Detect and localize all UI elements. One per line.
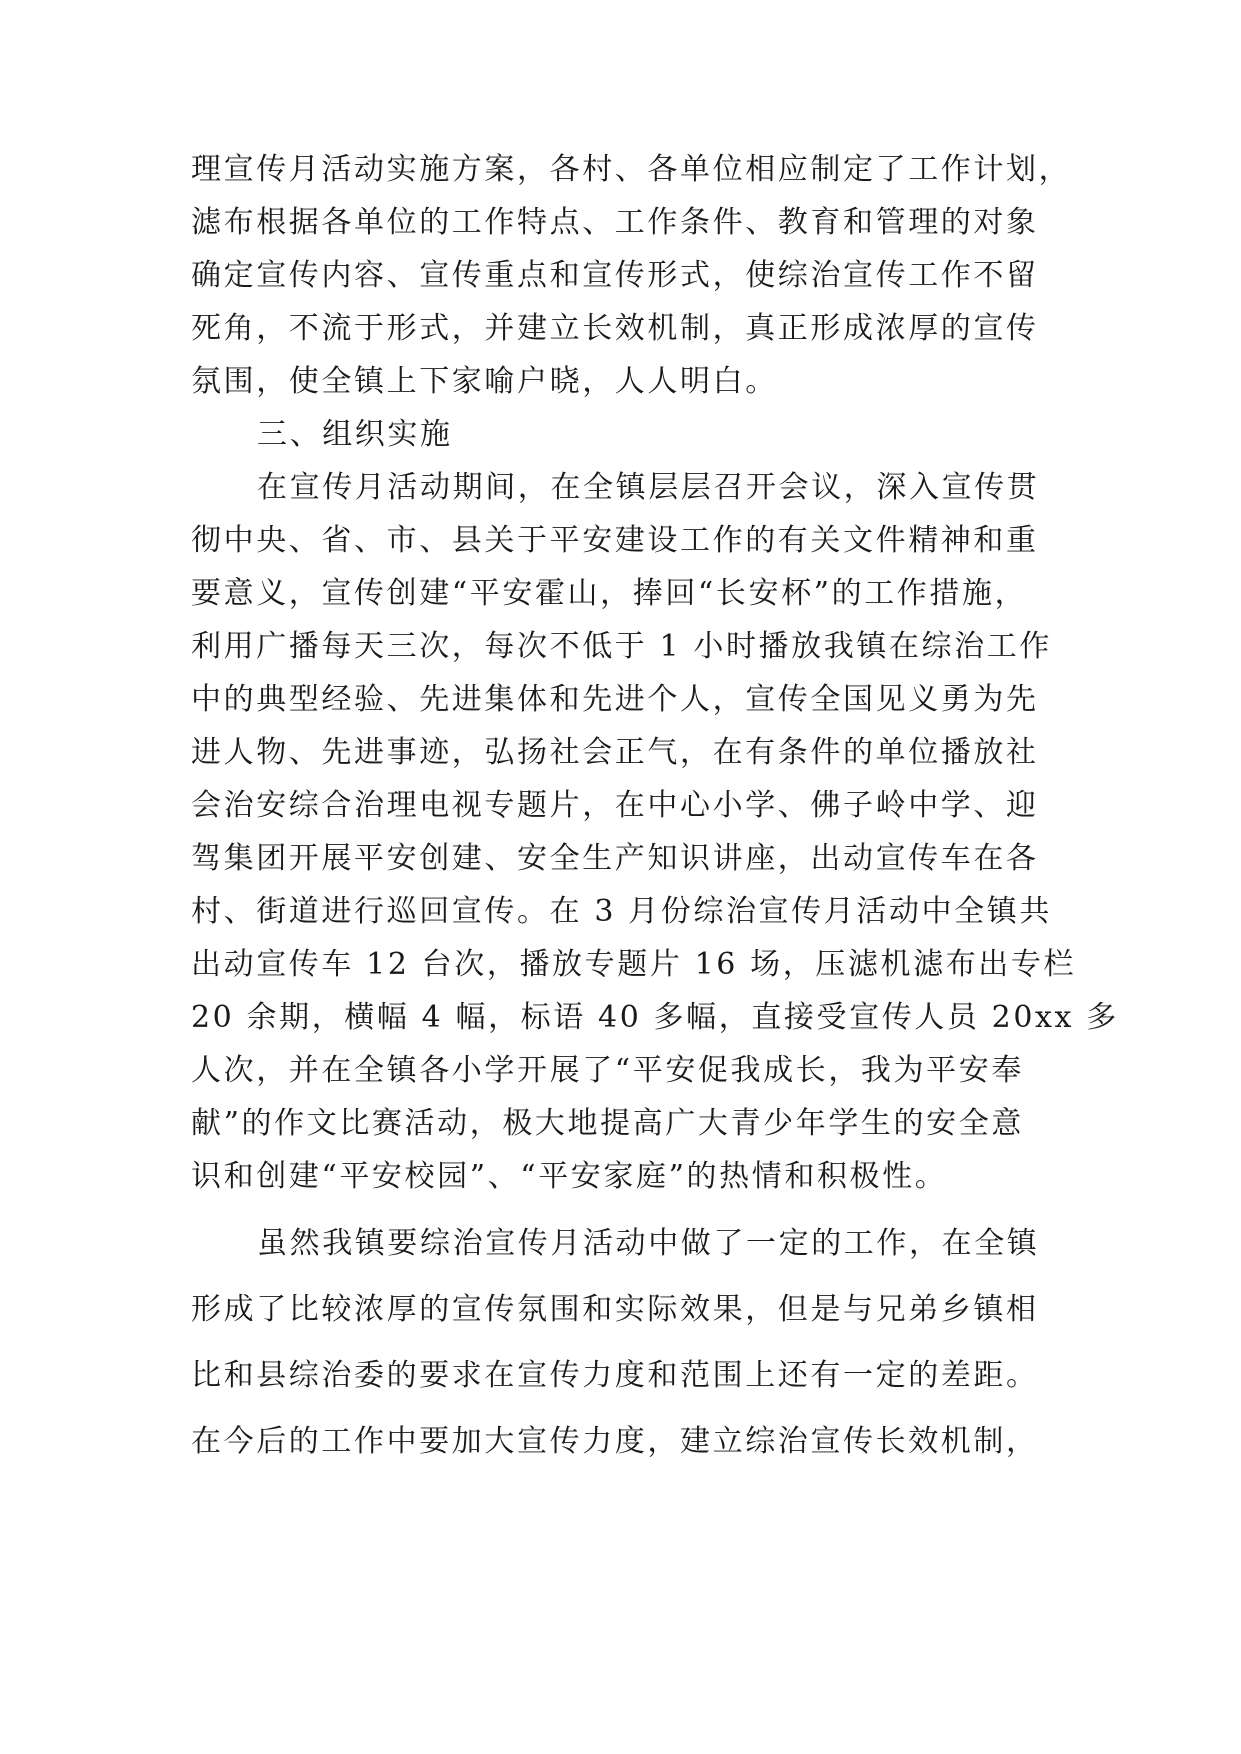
text-line: 要意义，宣传创建“平安霍山，捧回“长安杯”的工作措施， <box>191 576 1028 611</box>
text-line: 在今后的工作中要加大宣传力度，建立综治宣传长效机制， <box>191 1424 1039 1459</box>
paragraph-first-line: 在宣传月活动期间，在全镇层层召开会议，深入宣传贯 <box>257 470 1040 505</box>
text-line: 氛围，使全镇上下家喻户晓，人人明白。 <box>191 364 778 399</box>
text-line: 死角，不流于形式，并建立长效机制，真正形成浓厚的宣传 <box>191 311 1039 346</box>
section-heading: 三、组织实施 <box>257 417 453 452</box>
text-line: 理宣传月活动实施方案，各村、各单位相应制定了工作计划， <box>191 152 1072 187</box>
text-line: 彻中央、省、市、县关于平安建设工作的有关文件精神和重 <box>191 523 1039 558</box>
text-line: 人次，并在全镇各小学开展了“平安促我成长，我为平安奉 <box>191 1053 1024 1088</box>
text-line: 20 余期，横幅 4 幅，标语 40 多幅，直接受宣传人员 20xx 多 <box>191 1000 1119 1035</box>
text-line: 中的典型经验、先进集体和先进个人，宣传全国见义勇为先 <box>191 682 1039 717</box>
text-line: 进人物、先进事迹，弘扬社会正气，在有条件的单位播放社 <box>191 735 1039 770</box>
text-line: 出动宣传车 12 台次，播放专题片 16 场，压滤机滤布出专栏 <box>191 947 1077 982</box>
text-line: 比和县综治委的要求在宣传力度和范围上还有一定的差距。 <box>191 1358 1039 1393</box>
text-line: 会治安综合治理电视专题片，在中心小学、佛子岭中学、迎 <box>191 788 1039 823</box>
text-line: 形成了比较浓厚的宣传氛围和实际效果，但是与兄弟乡镇相 <box>191 1292 1039 1327</box>
text-line: 驾集团开展平安创建、安全生产知识讲座，出动宣传车在各 <box>191 841 1039 876</box>
text-line: 确定宣传内容、宣传重点和宣传形式，使综治宣传工作不留 <box>191 258 1039 293</box>
paragraph-first-line: 虽然我镇要综治宣传月活动中做了一定的工作，在全镇 <box>257 1226 1040 1261</box>
text-line: 利用广播每天三次，每次不低于 1 小时播放我镇在综治工作 <box>191 629 1052 664</box>
text-line: 滤布根据各单位的工作特点、工作条件、教育和管理的对象 <box>191 205 1039 240</box>
text-line: 识和创建“平安校园”、“平安家庭”的热情和积极性。 <box>191 1159 948 1194</box>
text-line: 村、街道进行巡回宣传。在 3 月份综治宣传月活动中全镇共 <box>191 894 1052 929</box>
text-line: 献”的作文比赛活动，极大地提高广大青少年学生的安全意 <box>191 1106 1024 1141</box>
